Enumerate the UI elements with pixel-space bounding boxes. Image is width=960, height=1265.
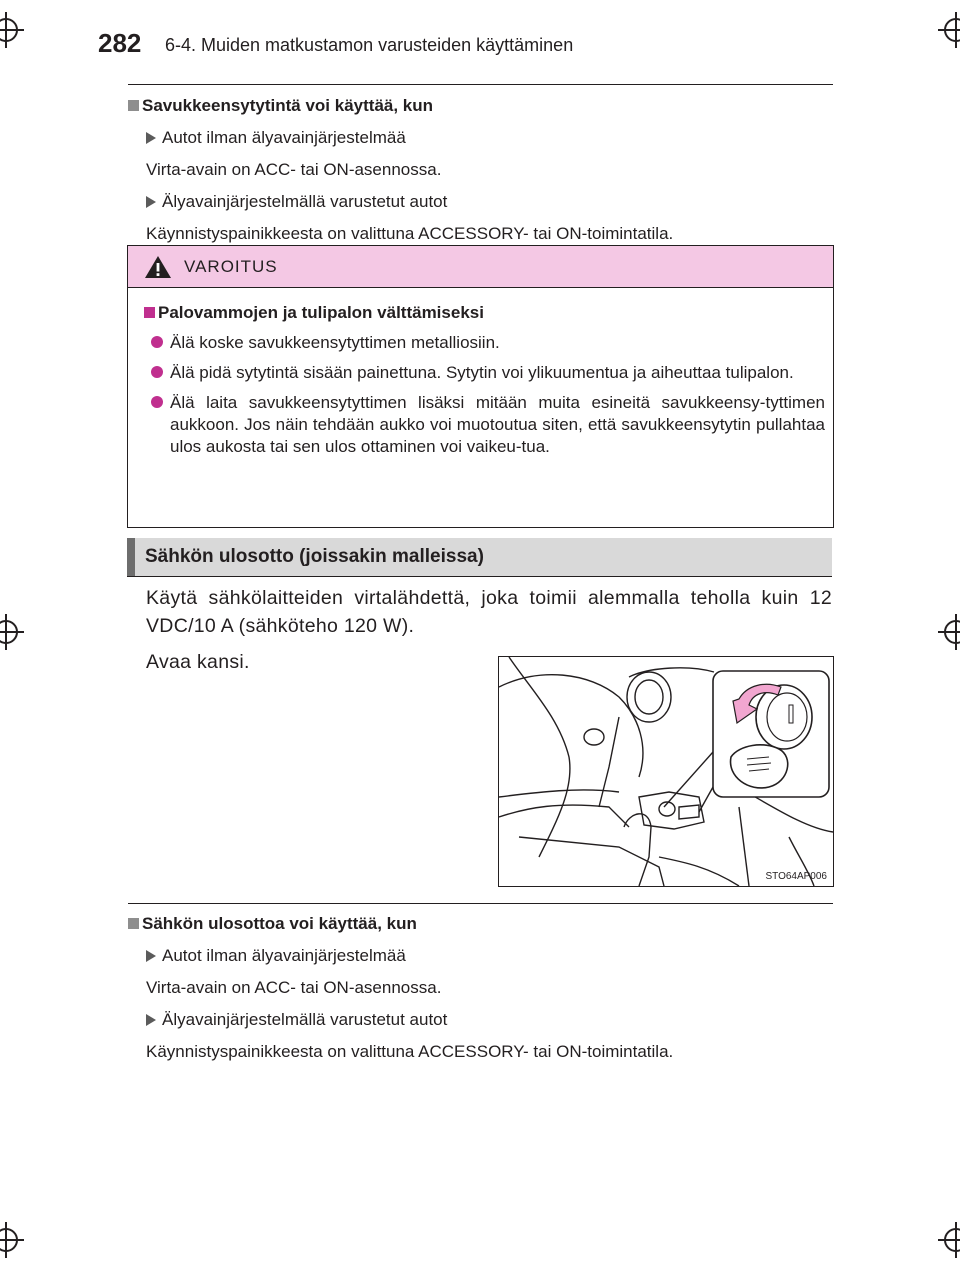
- section-header-title: 6-4. Muiden matkustamon varusteiden käyttäminen: [165, 35, 574, 55]
- list-item: Käynnistyspainikkeesta on valittuna ACCESSORY- tai ON-toimintatila.: [146, 224, 674, 243]
- list-item: Virta-avain on ACC- tai ON-asennossa.: [146, 978, 442, 997]
- page-number: 282: [98, 28, 142, 58]
- triangle-bullet-icon: [146, 950, 156, 962]
- step-text: Avaa kansi.: [146, 651, 250, 673]
- warning-bullet: Älä pidä sytytintä sisään painettuna. Sytytin voi ylikuumentua ja aiheuttaa tulipalon.: [144, 362, 825, 384]
- round-bullet-icon: [151, 396, 163, 408]
- warning-bullet: Älä koske savukkeensytyttimen metalliosiin.: [144, 332, 825, 354]
- list-item: Autot ilman älyavainjärjestelmää: [128, 945, 833, 967]
- square-bullet-icon: [144, 307, 155, 318]
- section-title-bar: [127, 538, 832, 577]
- warning-header: [128, 246, 833, 288]
- warning-box: [127, 245, 834, 528]
- list-item: Älyavainjärjestelmällä varustetut autot: [128, 191, 833, 213]
- registration-mark-top-left: [0, 12, 24, 48]
- triangle-bullet-icon: [146, 196, 156, 208]
- intro-paragraph: Käytä sähkölaitteiden virtalähdettä, joka toimii alemmalla teholla kuin 12 VDC/10 A (sähköteho 120 W).: [146, 587, 832, 637]
- cigarette-lighter-usage: [128, 95, 833, 245]
- divider: [128, 903, 833, 904]
- dashboard-illustration: [499, 657, 833, 886]
- round-bullet-icon: [151, 366, 163, 378]
- list-item: Autot ilman älyavainjärjestelmää: [128, 127, 833, 149]
- warning-triangle-icon: [144, 255, 172, 279]
- registration-mark-mid-left: [0, 614, 24, 650]
- registration-mark-top-right: [938, 12, 960, 48]
- divider: [128, 84, 833, 85]
- power-outlet-usage: [128, 913, 833, 1063]
- list-item: Älyavainjärjestelmällä varustetut autot: [128, 1009, 833, 1031]
- square-bullet-icon: [128, 100, 139, 111]
- usage-heading: Sähkön ulosottoa voi käyttää, kun: [128, 913, 833, 935]
- figure-code: STO64AP006: [765, 871, 827, 882]
- triangle-bullet-icon: [146, 132, 156, 144]
- registration-mark-mid-right: [938, 614, 960, 650]
- usage-heading: Savukkeensytytintä voi käyttää, kun: [128, 95, 833, 117]
- warning-heading: Palovammojen ja tulipalon välttämiseksi: [144, 302, 825, 324]
- power-outlet-illustration: [498, 656, 834, 887]
- registration-mark-bottom-left: [0, 1222, 24, 1258]
- warning-body: [128, 288, 833, 458]
- triangle-bullet-icon: [146, 1014, 156, 1026]
- list-item: Käynnistyspainikkeesta on valittuna ACCESSORY- tai ON-toimintatila.: [146, 1042, 674, 1061]
- registration-mark-bottom-right: [938, 1222, 960, 1258]
- warning-label: VAROITUS: [184, 257, 278, 276]
- list-item: Virta-avain on ACC- tai ON-asennossa.: [146, 160, 442, 179]
- square-bullet-icon: [128, 918, 139, 929]
- round-bullet-icon: [151, 336, 163, 348]
- warning-bullet: Älä laita savukkeensytyttimen lisäksi mitään muita esineitä savukkeensy-tyttimen aukkoon. Jos näin tehdään aukko voi muotoutua siten, että savukkeensytytin pullahtaa ulos aukosta tai sen ulos ottaminen voi vaikeu-tua.: [144, 392, 825, 458]
- section-title: Sähkön ulosotto (joissakin malleissa): [145, 546, 484, 567]
